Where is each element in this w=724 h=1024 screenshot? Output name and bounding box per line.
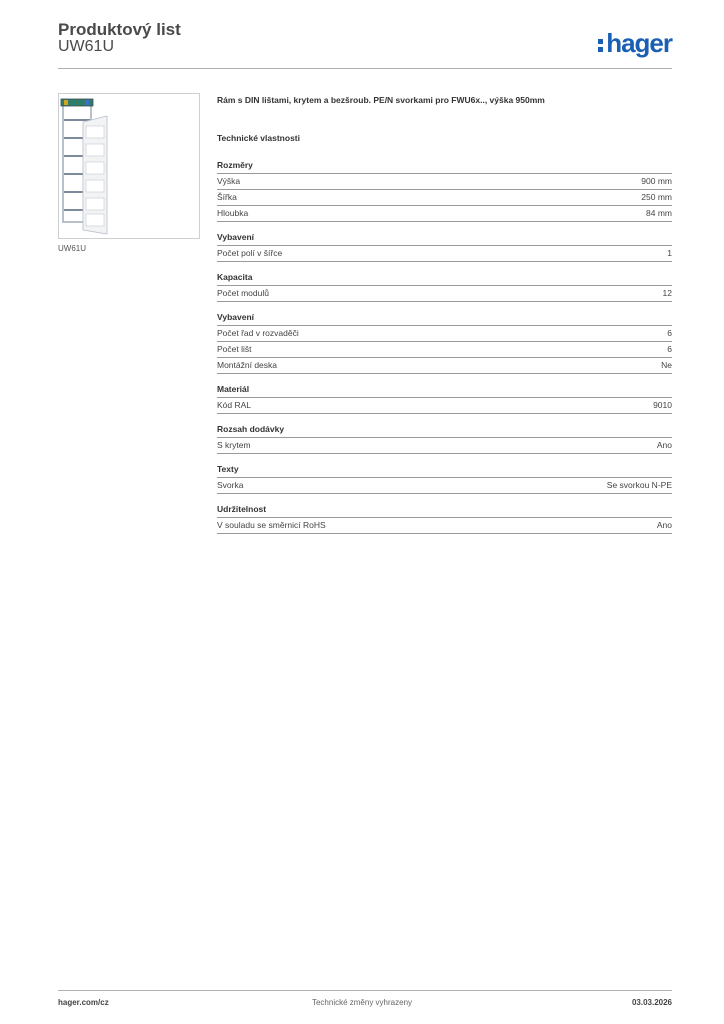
spec-value: 84 mm bbox=[646, 208, 672, 218]
spec-value: 12 bbox=[662, 288, 672, 298]
spec-row bbox=[217, 398, 672, 414]
spec-value: 250 mm bbox=[641, 192, 672, 202]
section-title: Kapacita bbox=[217, 272, 672, 286]
section-title: Udržitelnost bbox=[217, 504, 672, 518]
spec-value: 900 mm bbox=[641, 176, 672, 186]
spec-label: Šířka bbox=[217, 192, 237, 202]
product-details bbox=[217, 95, 672, 544]
spec-label: Počet lišt bbox=[217, 344, 252, 354]
spec-row bbox=[217, 342, 672, 358]
spec-label: Počet modulů bbox=[217, 288, 269, 298]
section-title: Rozsah dodávky bbox=[217, 424, 672, 438]
section-delivery bbox=[217, 424, 672, 454]
spec-row bbox=[217, 286, 672, 302]
section-title: Rozměry bbox=[217, 160, 672, 174]
spec-label: Počet polí v šířce bbox=[217, 248, 283, 258]
spec-row bbox=[217, 246, 672, 262]
spec-label: Hloubka bbox=[217, 208, 249, 218]
spec-label: Montážní deska bbox=[217, 360, 278, 370]
spec-label: S krytem bbox=[217, 440, 251, 450]
section-texts bbox=[217, 464, 672, 494]
spec-row bbox=[217, 174, 672, 190]
header-divider bbox=[58, 68, 672, 69]
logo-dots-icon bbox=[598, 36, 604, 55]
spec-value: Ano bbox=[656, 440, 672, 450]
section-material bbox=[217, 384, 672, 414]
spec-row bbox=[217, 190, 672, 206]
spec-value: Se svorkou N-PE bbox=[606, 480, 672, 490]
spec-value: Ne bbox=[661, 360, 672, 370]
image-caption: UW61U bbox=[58, 244, 87, 253]
spec-row bbox=[217, 478, 672, 494]
footer-website-link[interactable]: hager.com/cz bbox=[58, 998, 109, 1007]
spec-value: 6 bbox=[667, 328, 672, 338]
section-title: Vybavení bbox=[217, 232, 672, 246]
section-equipment bbox=[217, 232, 672, 262]
section-title: Texty bbox=[217, 464, 672, 478]
spec-label: Výška bbox=[217, 176, 241, 186]
footer-date: 03.03.2026 bbox=[631, 998, 672, 1007]
spec-row bbox=[217, 438, 672, 454]
footer-notice: Technické změny vyhrazeny bbox=[311, 998, 413, 1007]
product-description: Rám s DIN lištami, krytem a bezšroub. PE/N svorkami pro FWU6x.., výška 950mm bbox=[217, 95, 545, 105]
spec-value: 6 bbox=[667, 344, 672, 354]
section-capacity bbox=[217, 272, 672, 302]
footer-divider bbox=[58, 990, 672, 991]
spec-value: 9010 bbox=[653, 400, 672, 410]
spec-label: V souladu se směrnicí RoHS bbox=[217, 520, 326, 530]
spec-row bbox=[217, 518, 672, 534]
distribution-frame-illustration bbox=[59, 94, 199, 238]
product-code: UW61U bbox=[58, 38, 115, 55]
section-title: Vybavení bbox=[217, 312, 672, 326]
spec-value: Ano bbox=[656, 520, 672, 530]
spec-label: Svorka bbox=[217, 480, 244, 490]
section-equipment-2 bbox=[217, 312, 672, 374]
product-image bbox=[58, 93, 200, 239]
spec-value: 1 bbox=[667, 248, 672, 258]
section-title: Materiál bbox=[217, 384, 672, 398]
hager-logo bbox=[598, 28, 672, 59]
spec-label: Počet řad v rozvaděči bbox=[217, 328, 299, 338]
section-sustainability bbox=[217, 504, 672, 534]
logo-text: hager bbox=[606, 28, 672, 58]
spec-row bbox=[217, 358, 672, 374]
spec-label: Kód RAL bbox=[217, 400, 252, 410]
section-dimensions bbox=[217, 160, 672, 222]
page-title: Produktový list bbox=[58, 20, 181, 39]
tech-heading: Technické vlastnosti bbox=[217, 133, 300, 143]
spec-row bbox=[217, 326, 672, 342]
spec-row bbox=[217, 206, 672, 222]
